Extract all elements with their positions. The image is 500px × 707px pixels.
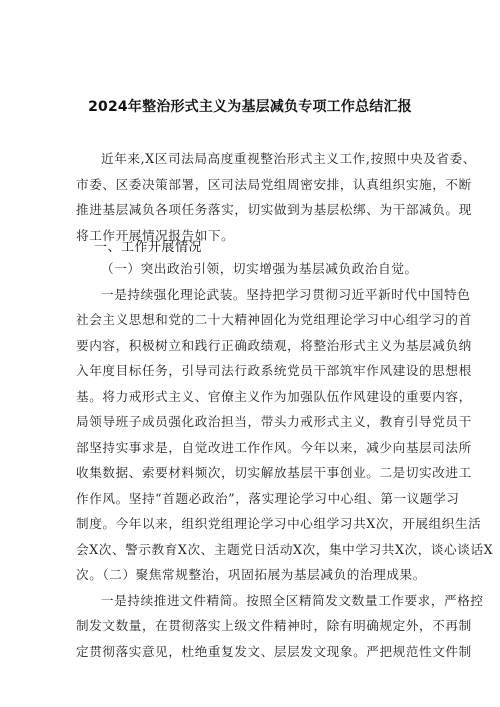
text-line: 部坚持实事求是，自觉改进工作作风。今年以来，减少向基层司法所	[76, 439, 472, 455]
text-line: 次。（二）聚焦常规整治，巩固拓展为基层减负的治理成果。	[76, 567, 426, 582]
text-line: 社会主义思想和党的二十大精神固化为党组理论学习中心组学习的首	[76, 312, 472, 327]
text-line: 会X次、警示教育X次、主题党日活动X次，集中学习共X次，谈心谈话X	[76, 541, 494, 557]
text-line: 市委、区委决策部署，区司法局党组周密安排，认真组织实施，不断	[76, 176, 472, 192]
text-line: 定贯彻落实意见，杜绝重复发文、层层发文现象。严把规范性文件制	[76, 643, 472, 659]
text-line: 一是持续强化理论武装。坚持把学习贯彻习近平新时代中国特色	[101, 286, 471, 302]
text-line: 作作风。坚持“首题必政治”，落实理论学习中心组、第一议题学习	[76, 490, 460, 506]
text-line: 制度。今年以来，组织党组理论学习中心组学习共X次，开展组织生活	[76, 516, 482, 531]
text-line: 局领导班子成员强化政治担当，带头力戒形式主义，教育引导党员干	[76, 414, 472, 429]
text-line: 要内容，积极树立和践行正确政绩观，将整治形式主义为基层减负纳	[76, 337, 472, 353]
text-line: 收集数据、索要材料频次，切实解放基层干事创业。二是切实改进工	[76, 465, 472, 480]
body-paragraphs	[76, 256, 494, 664]
text-line: 推进基层减负各项任务落实，切实做到为基层松绑、为干部减负。现	[76, 202, 472, 217]
text-line: 基。将力戒形式主义、官僚主义作为加强队伍作风建设的重要内容，	[76, 388, 472, 404]
section-heading: 一、工作开展情况	[94, 240, 203, 255]
intro-paragraph	[76, 146, 477, 248]
text-line: 近年来,X区司法局高度重视整治形式主义工作,按照中央及省委、	[101, 151, 477, 166]
document-title: 2024年整治形式主义为基层减负专项工作总结汇报	[88, 99, 412, 115]
text-line: 入年度目标任务，引导司法行政系统党员干部筑牢作风建设的思想根	[76, 363, 472, 378]
text-line: （一）突出政治引领，切实增强为基层减负政治自觉。	[101, 261, 418, 276]
text-line: 一是持续推进文件精简。按照全区精简发文数量工作要求，严格控	[101, 592, 484, 608]
text-line: 将工作开展情况报告如下。	[76, 227, 235, 243]
text-line: 制发文数量，在贯彻落实上级文件精神时，除有明确规定外，不再制	[76, 618, 472, 633]
